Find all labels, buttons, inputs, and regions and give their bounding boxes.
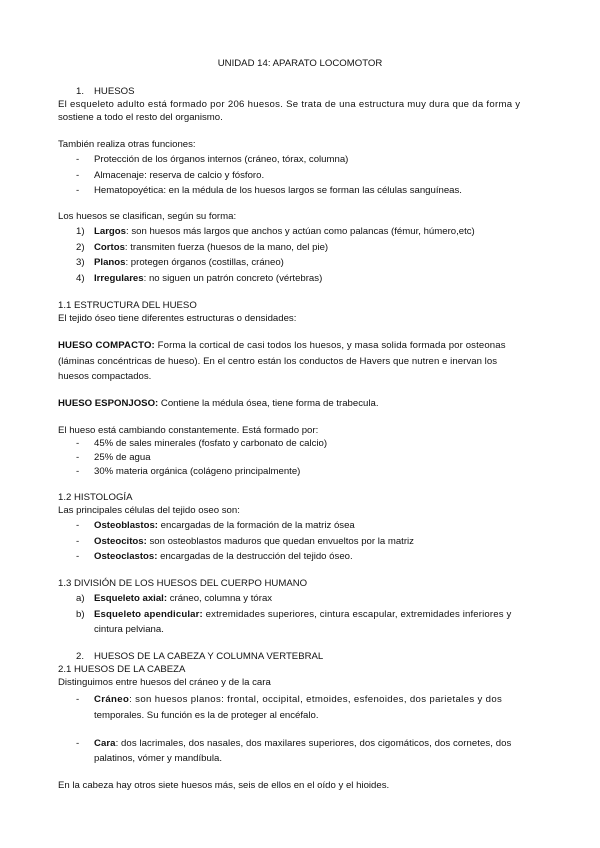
list-item: Planos: protegen órganos (costillas, cráneo) [94,257,284,268]
paragraph: Distinguimos entre huesos del cráneo y de la cara [58,677,271,688]
paragraph: Las principales células del tejido oseo son: [58,505,240,516]
list-bullet: - [76,694,80,705]
list-number: 3) [76,257,85,268]
paragraph-line: huesos compactados. [58,371,152,382]
subsection-heading: 1.3 DIVISIÓN DE LOS HUESOS DEL CUERPO HUMANO [58,578,308,589]
list-item: Irregulares: no siguen un patrón concreto (vértebras) [94,273,323,284]
list-item-continuation: palatinos, vómer y mandíbula. [94,753,222,764]
document-title: UNIDAD 14: APARATO LOCOMOTOR [217,58,383,69]
list-item: Osteocitos: son osteoblastos maduros que quedan envueltos por la matriz [94,536,414,547]
list-item: Osteoclastos: encargadas de la destrucción del tejido óseo. [94,551,353,562]
list-item: 25% de agua [94,452,151,463]
section-heading: HUESOS DE LA CABEZA Y COLUMNA VERTEBRAL [94,651,324,662]
list-item: Cráneo: son huesos planos: frontal, occipital, etmoides, esfenoides, dos parietales y dos [94,694,503,705]
paragraph: El hueso está cambiando constantemente. Está formado por: [58,425,319,436]
paragraph: El tejido óseo tiene diferentes estructuras o densidades: [58,313,297,324]
paragraph: En la cabeza hay otros siete huesos más, seis de ellos en el oído y el hioides. [58,780,390,791]
list-number: 2) [76,242,85,253]
list-number: a) [76,593,85,604]
paragraph-line: sostiene a todo el resto del organismo. [58,112,223,123]
list-bullet: - [76,185,80,196]
list-item: 30% materia orgánica (colágeno principalmente) [94,466,301,477]
section-number: 2. [76,651,85,662]
subsection-heading: 1.2 HISTOLOGÍA [58,492,133,503]
list-item: Cortos: transmiten fuerza (huesos de la mano, del pie) [94,242,329,253]
list-bullet: - [76,466,80,477]
list-bullet: - [76,536,80,547]
list-bullet: - [76,154,80,165]
list-number: 4) [76,273,85,284]
list-item: Almacenaje: reserva de calcio y fósforo. [94,170,265,181]
paragraph-line: HUESO COMPACTO: Forma la cortical de casi todos los huesos, y masa solida formada por osteonas [58,340,506,351]
list-item: Largos: son huesos más largos que anchos y actúan como palancas (fémur, húmero,etc) [94,226,475,237]
section-heading: HUESOS [94,86,135,97]
list-number: 1) [76,226,85,237]
list-item: Esqueleto axial: cráneo, columna y tórax [94,593,273,604]
list-bullet: - [76,170,80,181]
paragraph: También realiza otras funciones: [58,139,196,150]
paragraph: HUESO ESPONJOSO: Contiene la médula ósea, tiene forma de trabecula. [58,398,379,409]
subsection-heading: 2.1 HUESOS DE LA CABEZA [58,664,186,675]
list-item: Osteoblastos: encargadas de la formación de la matriz ósea [94,520,355,531]
list-item-continuation: temporales. Su función es la de proteger al encéfalo. [94,710,319,721]
list-bullet: - [76,738,80,749]
list-item: Cara: dos lacrimales, dos nasales, dos maxilares superiores, dos cigomáticos, dos cornetes, dos [94,738,512,749]
list-item: Protección de los órganos internos (cráneo, tórax, columna) [94,154,349,165]
list-item: Hematopoyética: en la médula de los huesos largos se forman las células sanguíneas. [94,185,462,196]
paragraph-line: El esqueleto adulto está formado por 206 huesos. Se trata de una estructura muy dura que da forma y [58,99,521,110]
subsection-heading: 1.1 ESTRUCTURA DEL HUESO [58,300,197,311]
list-bullet: - [76,438,80,449]
paragraph: Los huesos se clasifican, según su forma: [58,211,237,222]
list-number: b) [76,609,85,620]
paragraph-line: (láminas concéntricas de hueso). En el centro están los conductos de Havers que nutren e inervan los [58,356,498,367]
list-bullet: - [76,520,80,531]
list-bullet: - [76,551,80,562]
section-number: 1. [76,86,85,97]
list-item: Esqueleto apendicular: extremidades superiores, cintura escapular, extremidades inferiores y [94,609,512,620]
list-bullet: - [76,452,80,463]
list-item-continuation: cintura pelviana. [94,624,164,635]
list-item: 45% de sales minerales (fosfato y carbonato de calcio) [94,438,328,449]
